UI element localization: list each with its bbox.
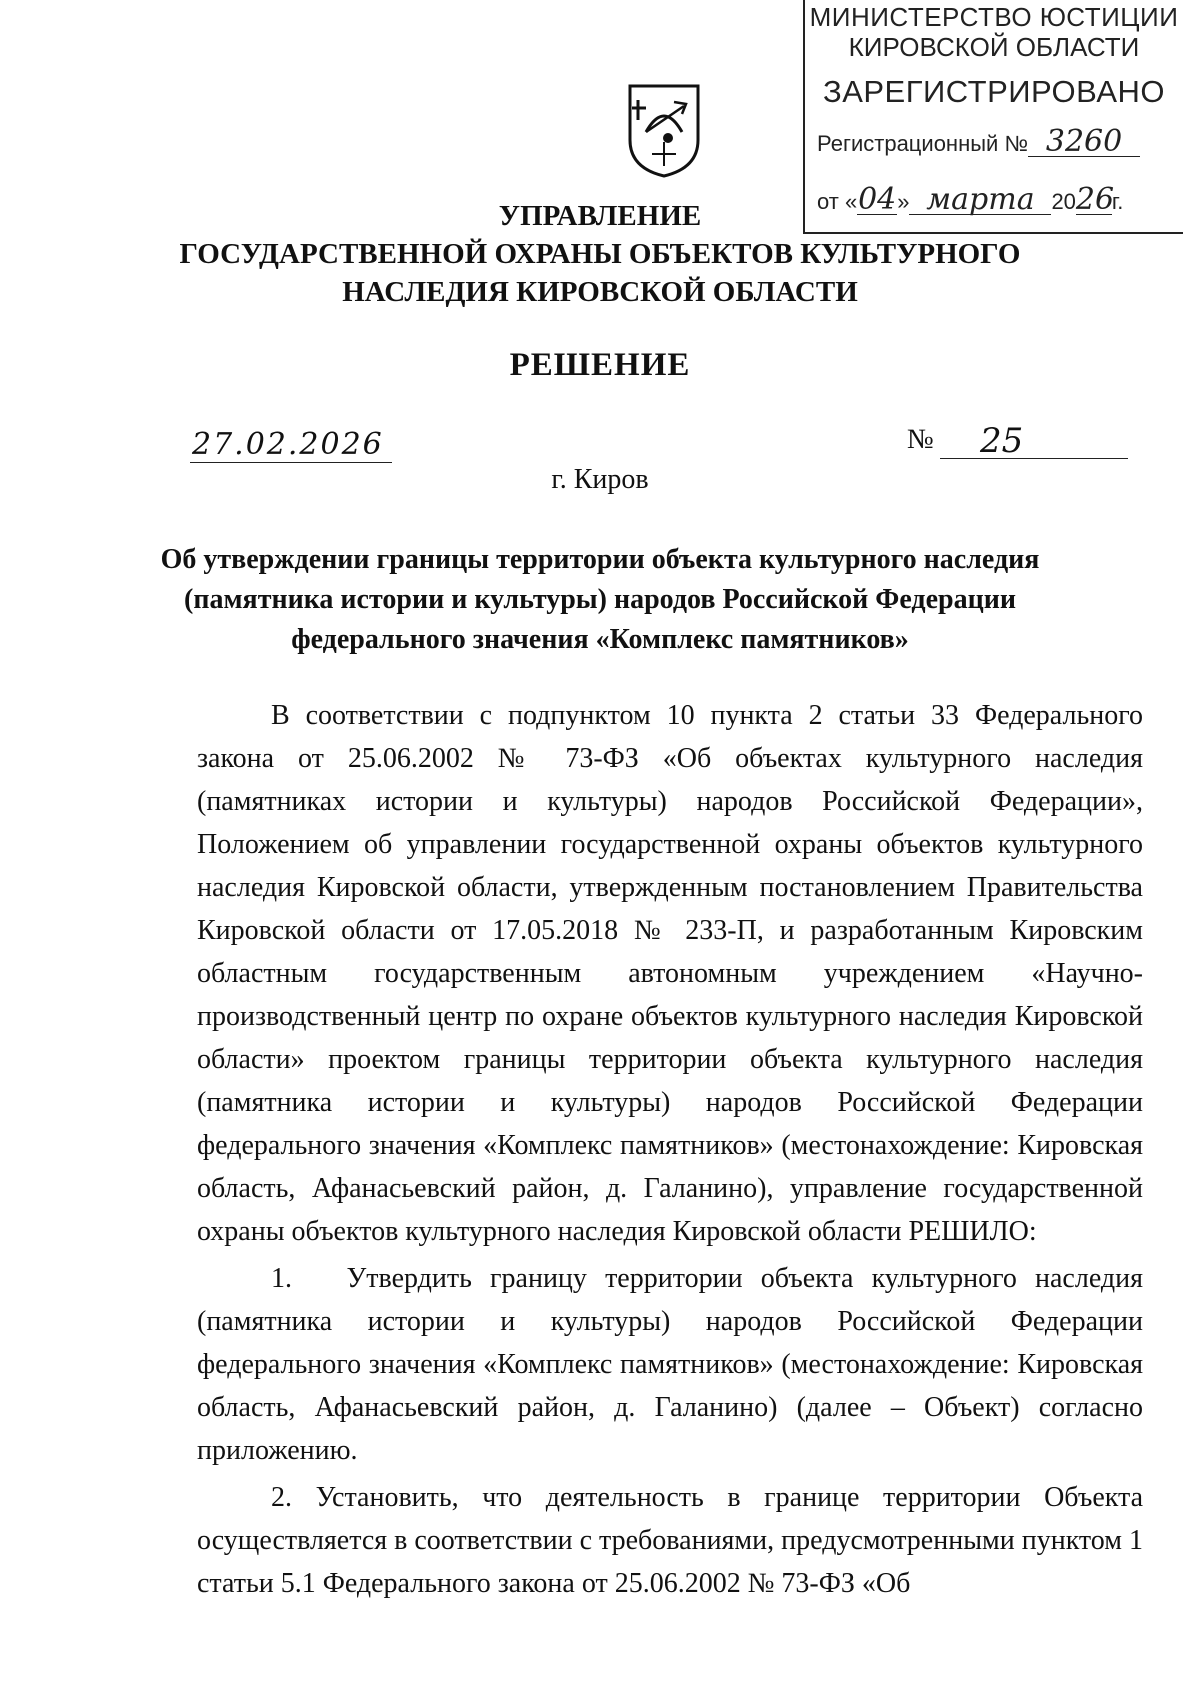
header-line-3: НАСЛЕДИЯ КИРОВСКОЙ ОБЛАСТИ: [342, 276, 858, 308]
stamp-date-prefix: от «: [817, 189, 858, 214]
stamp-date-mid: »: [897, 189, 910, 214]
stamp-reg-number: 3260: [1028, 128, 1140, 157]
subject-line-3: федерального значения «Комплекс памятников»: [291, 624, 909, 655]
stamp-reg-number-row: [817, 124, 1140, 159]
stamp-date-year-suffix: 26: [1075, 182, 1115, 217]
subject-line-2: (памятника истории и культуры) народов Российской Федерации: [184, 584, 1016, 615]
coat-of-arms-emblem: [624, 80, 704, 180]
item-2-paragraph: 2. Установить, что деятельность в границе территории Объекта осуществляется в соответствии с требованиями, предусмотренными пунктом 1 статьи 5.1 Федерального закона от 25.06.2002 № 73-ФЗ «Об: [197, 1482, 1143, 1599]
decision-body: [197, 694, 1143, 1605]
item-1-paragraph: 1. Утвердить границу территории объекта культурного наследия (памятника истории и культуры) народов Российской Федерации федерального значения «Комплекс памятников» (местонахождение: Кировская область, Афанасьевский район, д. Галанино) (далее – Объект) согласно приложению.: [197, 1263, 1143, 1466]
decision-number: 25: [940, 424, 1128, 459]
decision-date: 27.02.2026: [190, 428, 392, 463]
stamp-region-line: КИРОВСКОЙ ОБЛАСТИ: [848, 32, 1140, 62]
document-type-title: РЕШЕНИЕ: [509, 347, 691, 383]
stamp-reg-label: Регистрационный №: [817, 131, 1029, 156]
stamp-date-year-prefix: 20: [1051, 189, 1076, 214]
stamp-status: ЗАРЕГИСТРИРОВАНО: [822, 74, 1165, 109]
stamp-date-month: марта: [909, 186, 1051, 215]
stamp-date-suffix: г.: [1111, 189, 1124, 214]
header-line-2: ГОСУДАРСТВЕННОЙ ОХРАНЫ ОБЪЕКТОВ КУЛЬТУРНОГО: [179, 238, 1021, 270]
decision-city: г. Киров: [551, 464, 649, 495]
registration-stamp: [803, 0, 1183, 234]
preamble-paragraph: В соответствии с подпунктом 10 пункта 2 статьи 33 Федерального закона от 25.06.2002 № 73-ФЗ «Об объектах культурного наследия (памятниках истории и культуры) народов Российской Федерации», Положением об управлении государственной охраны объектов культурного наследия Кировской области, утвержденным постановлением Правительства Кировской области от 17.05.2018 № 233-П, и разработанным Кировским областным государственным автономным учреждением «Научно-производственный центр по охране объектов культурного наследия Кировской области» проектом границы территории объекта культурного наследия (памятника истории и культуры) народов Российской Федерации федерального значения «Комплекс памятников» (местонахождение: Кировская область, Афанасьевский район, д. Галанино), управление государственной охраны объектов культурного наследия Кировской области РЕШИЛО:: [197, 700, 1143, 1247]
stamp-date-day: 04: [858, 182, 897, 217]
stamp-ministry-line: МИНИСТЕРСТВО ЮСТИЦИИ: [809, 2, 1179, 32]
decision-number-label: №: [907, 424, 934, 455]
subject-line-1: Об утверждении границы территории объекта культурного наследия: [160, 544, 1040, 575]
decision-subject: [0, 540, 1200, 660]
header-line-1: УПРАВЛЕНИЕ: [498, 200, 702, 232]
